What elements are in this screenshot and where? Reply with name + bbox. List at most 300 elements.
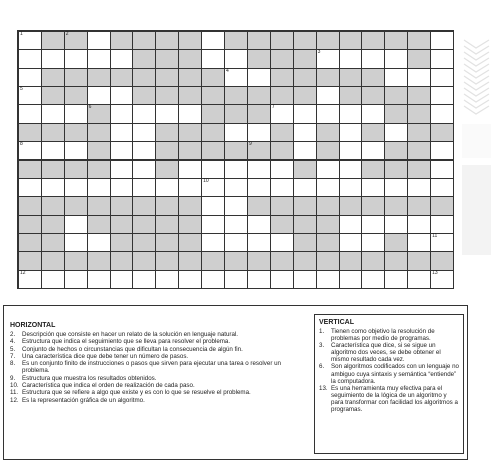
grid-cell-shaded [110,215,134,234]
grid-cell[interactable] [247,270,271,289]
grid-cell[interactable] [178,104,202,123]
grid-cell[interactable] [384,270,408,289]
grid-cell[interactable] [430,104,454,123]
grid-cell-shaded [178,86,202,105]
grid-cell-shaded [293,196,317,215]
grid-cell[interactable] [316,270,340,289]
crossword-grid [17,30,454,289]
side-panel-gray [462,165,491,255]
chevron-pattern-decoration [462,36,491,118]
grid-cell-shaded [316,31,340,50]
grid-cell[interactable] [132,270,156,289]
grid-cell[interactable] [430,178,454,197]
grid-cell[interactable] [224,123,248,142]
grid-cell-shaded [316,141,340,160]
grid-cell-shaded [155,68,179,87]
side-panel-light [462,124,491,158]
clue-text: Conjunto de hechos o circunstancias que dificultan la consecuencia de algún fin. [22,345,243,353]
grid-cell[interactable] [18,141,42,160]
grid-cell[interactable] [201,49,225,68]
grid-cell[interactable] [110,104,134,123]
grid-cell[interactable] [224,196,248,215]
clue-number: 6 [88,104,92,111]
grid-cell-shaded [178,123,202,142]
vertical-clue [319,342,459,363]
grid-cell[interactable] [293,178,317,197]
grid-cell-shaded [247,86,271,105]
grid-cell[interactable] [64,270,88,289]
grid-cell-shaded [132,68,156,87]
horizontal-clue [10,338,308,345]
grid-cell-shaded [64,196,88,215]
grid-cell-shaded [407,141,431,160]
grid-cell-shaded [18,233,42,252]
grid-cell[interactable] [110,160,134,179]
grid-cell-shaded [407,160,431,179]
grid-cell[interactable] [64,104,88,123]
grid-cell-shaded [384,160,408,179]
grid-cell-shaded [316,251,340,270]
grid-cell[interactable] [178,270,202,289]
grid-cell-shaded [384,104,408,123]
grid-cell-shaded [201,68,225,87]
grid-cell[interactable] [293,141,317,160]
grid-cell-shaded [201,141,225,160]
grid-cell[interactable] [87,31,111,50]
grid-cell-shaded [224,104,248,123]
grid-cell[interactable] [430,141,454,160]
grid-cell-shaded [361,68,385,87]
clue-text: Es un conjunto finito de instrucciones o pasos que sirven para ejecutar una tarea o resolver un problema. [22,360,281,375]
grid-cell-shaded [155,233,179,252]
grid-cell[interactable] [339,141,363,160]
grid-cell[interactable] [361,270,385,289]
grid-cell-shaded [155,160,179,179]
grid-cell-shaded [384,233,408,252]
grid-cell-shaded [430,196,454,215]
grid-cell[interactable] [132,104,156,123]
grid-cell-shaded [407,251,431,270]
clue-index: 12. [10,396,19,404]
grid-cell[interactable] [316,86,340,105]
grid-cell[interactable] [270,233,294,252]
clue-index: 5. [10,345,16,353]
grid-cell[interactable] [41,104,65,123]
clue-text: Estructura que muestra los resultados obtenidos. [22,374,157,382]
grid-cell-shaded [293,49,317,68]
clue-text: Es una herramienta muy efectiva para el seguimiento de la lógica de un algoritmo y para transformar con facilidad los algoritmos a programas. [331,384,458,414]
horizontal-clue [10,382,308,389]
grid-cell[interactable] [384,49,408,68]
grid-cell-shaded [224,141,248,160]
grid-cell[interactable] [18,68,42,87]
grid-cell-shaded [247,49,271,68]
grid-cell[interactable] [430,68,454,87]
grid-cell-shaded [178,141,202,160]
grid-cell-shaded [110,31,134,50]
grid-cell[interactable] [430,31,454,50]
grid-cell-shaded [407,86,431,105]
grid-cell-shaded [178,215,202,234]
grid-cell-shaded [87,215,111,234]
grid-cell-shaded [201,251,225,270]
grid-cell-shaded [178,233,202,252]
grid-cell-shaded [41,160,65,179]
grid-cell-shaded [132,196,156,215]
grid-cell-shaded [132,251,156,270]
clue-index: 10. [10,382,19,390]
grid-cell[interactable] [430,86,454,105]
grid-cell-shaded [155,141,179,160]
grid-cell[interactable] [41,270,65,289]
grid-cell-shaded [155,196,179,215]
grid-cell[interactable] [430,233,454,252]
grid-cell[interactable] [18,31,42,50]
grid-cell[interactable] [201,233,225,252]
grid-cell-shaded [64,123,88,142]
grid-cell[interactable] [339,160,363,179]
grid-cell[interactable] [41,178,65,197]
grid-cell[interactable] [87,178,111,197]
grid-cell-shaded [270,141,294,160]
grid-cell-shaded [361,160,385,179]
grid-cell-shaded [18,123,42,142]
grid-cell-shaded [270,251,294,270]
grid-cell-shaded [155,123,179,142]
grid-cell-shaded [293,251,317,270]
clue-text: Tienen como objetivo la resolución de problemas por medio de programas. [331,328,435,343]
grid-cell[interactable] [64,233,88,252]
grid-cell[interactable] [339,178,363,197]
clue-text: Son algoritmos codificados con un lenguaje no ambiguo cuya sintaxis y semántica “entiende” la computadora. [331,363,459,385]
grid-cell[interactable] [407,270,431,289]
grid-cell[interactable] [224,215,248,234]
clue-index: 7. [10,352,16,360]
grid-cell-shaded [247,196,271,215]
grid-cell-shaded [339,251,363,270]
grid-cell[interactable] [293,123,317,142]
grid-cell-shaded [247,31,271,50]
grid-cell-shaded [87,104,111,123]
vertical-clue-list [319,328,459,413]
grid-cell[interactable] [430,215,454,234]
horizontal-clue [10,375,308,382]
grid-cell-shaded [64,160,88,179]
grid-cell[interactable] [361,233,385,252]
grid-cell[interactable] [110,49,134,68]
clue-index: 1. [319,328,325,335]
grid-cell-shaded [361,123,385,142]
grid-cell[interactable] [87,86,111,105]
grid-cell[interactable] [18,86,42,105]
grid-cell[interactable] [270,270,294,289]
grid-cell[interactable] [247,160,271,179]
grid-cell-shaded [339,31,363,50]
horizontal-clue [10,353,308,360]
grid-cell[interactable] [247,123,271,142]
clue-number: 2 [65,31,69,37]
grid-cell-shaded [64,68,88,87]
grid-cell-shaded [87,141,111,160]
grid-cell[interactable] [110,86,134,105]
grid-cell-shaded [270,196,294,215]
grid-cell[interactable] [155,178,179,197]
clue-text: Estructura que indica el seguimiento que se lleva para resolver el problema. [22,338,231,346]
grid-cell-shaded [247,141,271,160]
grid-cell[interactable] [18,270,42,289]
grid-cell-shaded [155,86,179,105]
grid-cell-shaded [270,68,294,87]
grid-cell-shaded [64,86,88,105]
clue-index: 6. [319,363,325,371]
grid-cell-shaded [361,31,385,50]
grid-cell[interactable] [361,215,385,234]
grid-cell[interactable] [339,49,363,68]
grid-cell[interactable] [361,141,385,160]
grid-cell-shaded [293,215,317,234]
grid-cell[interactable] [384,215,408,234]
clue-index: 3. [319,342,325,350]
grid-cell[interactable] [339,270,363,289]
grid-cell-shaded [132,215,156,234]
grid-cell[interactable] [407,233,431,252]
grid-cell-shaded [87,68,111,87]
grid-cell[interactable] [41,141,65,160]
grid-cell-shaded [407,196,431,215]
grid-cell-shaded [41,233,65,252]
clue-number: 10 [203,177,209,184]
grid-cell-shaded [316,233,340,252]
grid-cell[interactable] [110,123,134,142]
grid-cell-shaded [293,31,317,50]
grid-cell[interactable] [361,178,385,197]
grid-cell[interactable] [201,196,225,215]
grid-cell-shaded [293,68,317,87]
grid-cell-shaded [132,49,156,68]
grid-cell-shaded [247,104,271,123]
grid-cell-shaded [110,196,134,215]
clue-text: Característica que dice, si se sigue un algoritmo dos veces, se debe obtener el mismo resultado cada vez. [331,342,441,364]
grid-cell-shaded [316,68,340,87]
grid-cell-shaded [270,123,294,142]
grid-cell[interactable] [201,31,225,50]
grid-cell-shaded [41,251,65,270]
clue-text: Estructura que se refiere a algo que existe y es con lo que se resuelve el problema. [22,389,251,397]
clue-index: 9. [10,374,16,382]
grid-cell-shaded [224,31,248,50]
grid-cell[interactable] [87,49,111,68]
grid-cell-shaded [64,251,88,270]
grid-cell-shaded [407,123,431,142]
grid-cell-shaded [339,68,363,87]
grid-cell-shaded [316,196,340,215]
grid-cell-shaded [407,104,431,123]
grid-cell[interactable] [361,49,385,68]
clue-index: 8. [10,360,16,368]
grid-cell[interactable] [339,123,363,142]
grid-cell-shaded [110,68,134,87]
grid-cell-shaded [270,86,294,105]
grid-cell[interactable] [64,141,88,160]
grid-cell[interactable] [270,104,294,123]
grid-cell[interactable] [18,49,42,68]
clue-number: 13 [432,269,438,276]
grid-cell[interactable] [132,178,156,197]
grid-cell-shaded [132,86,156,105]
grid-cell-shaded [224,86,248,105]
grid-cell[interactable] [110,270,134,289]
grid-cell[interactable] [132,123,156,142]
grid-cell[interactable] [247,233,271,252]
grid-cell[interactable] [155,104,179,123]
grid-cell-shaded [339,86,363,105]
clue-index: 11. [10,389,19,397]
grid-cell-shaded [270,215,294,234]
grid-cell[interactable] [201,215,225,234]
grid-cell-shaded [178,68,202,87]
vertical-heading: VERTICAL [319,319,354,326]
grid-cell-shaded [87,160,111,179]
grid-cell[interactable] [270,160,294,179]
grid-cell-shaded [18,215,42,234]
grid-cell-shaded [430,251,454,270]
grid-cell-shaded [316,215,340,234]
grid-cell-shaded [155,49,179,68]
grid-cell-shaded [247,251,271,270]
grid-cell[interactable] [316,160,340,179]
grid-cell[interactable] [339,104,363,123]
grid-cell-shaded [18,196,42,215]
grid-cell[interactable] [110,178,134,197]
grid-cell[interactable] [339,215,363,234]
grid-cell[interactable] [224,178,248,197]
grid-cell-shaded [407,31,431,50]
horizontal-clue [10,397,308,404]
grid-cell-shaded [339,196,363,215]
grid-cell-shaded [384,251,408,270]
grid-cell[interactable] [132,141,156,160]
horizontal-clue [10,331,308,338]
grid-cell[interactable] [18,104,42,123]
grid-cell[interactable] [384,178,408,197]
grid-cell[interactable] [224,160,248,179]
grid-cell[interactable] [430,160,454,179]
grid-cell[interactable] [293,104,317,123]
grid-cell[interactable] [316,104,340,123]
grid-cell-shaded [201,104,225,123]
vertical-clues [314,314,464,454]
grid-cell[interactable] [64,178,88,197]
grid-cell-shaded [110,251,134,270]
grid-cell[interactable] [316,178,340,197]
grid-cell[interactable] [361,104,385,123]
grid-cell[interactable] [224,68,248,87]
clues-panel [3,305,468,460]
grid-cell-shaded [270,49,294,68]
grid-cell-shaded [384,86,408,105]
grid-cell[interactable] [18,178,42,197]
grid-cell[interactable] [64,215,88,234]
grid-cell-shaded [41,86,65,105]
horizontal-clue [10,360,308,375]
clue-number: 11 [432,232,438,239]
clue-index: 13. [319,384,328,392]
grid-cell[interactable] [316,49,340,68]
clue-text: Es la representación gráfica de un algoritmo. [22,396,145,404]
grid-cell-shaded [178,49,202,68]
grid-cell[interactable] [247,215,271,234]
grid-cell[interactable] [247,68,271,87]
grid-cell[interactable] [132,160,156,179]
grid-cell[interactable] [407,178,431,197]
grid-cell[interactable] [384,68,408,87]
clue-text: Una característica dice que debe tener un número de pasos. [22,352,189,360]
grid-cell-shaded [110,233,134,252]
clue-number: 5 [20,86,23,93]
grid-cell-shaded [293,233,317,252]
grid-cell[interactable] [224,270,248,289]
grid-cell-shaded [178,196,202,215]
grid-cell-shaded [201,86,225,105]
grid-cell-shaded [41,196,65,215]
grid-cell[interactable] [224,233,248,252]
grid-cell-shaded [178,251,202,270]
grid-cell[interactable] [178,160,202,179]
grid-cell[interactable] [339,233,363,252]
grid-cell[interactable] [430,49,454,68]
grid-cell[interactable] [64,49,88,68]
grid-cell-shaded [87,196,111,215]
horizontal-clue-list [10,331,308,404]
grid-cell-shaded [293,86,317,105]
grid-cell-shaded [407,49,431,68]
clue-text: Característica que indica el orden de realización de cada paso. [22,382,195,390]
grid-cell[interactable] [407,215,431,234]
grid-cell[interactable] [407,68,431,87]
grid-cell[interactable] [178,178,202,197]
horizontal-clue [10,389,308,396]
grid-cell[interactable] [41,49,65,68]
grid-cell-shaded [132,233,156,252]
grid-cell-shaded [155,215,179,234]
grid-cell-shaded [132,31,156,50]
grid-cell[interactable] [201,178,225,197]
grid-cell[interactable] [430,270,454,289]
horizontal-clue [10,346,308,353]
grid-cell-shaded [41,68,65,87]
grid-cell-shaded [384,141,408,160]
grid-cell[interactable] [247,178,271,197]
grid-cell-shaded [155,31,179,50]
grid-cell[interactable] [384,123,408,142]
grid-cell[interactable] [224,49,248,68]
grid-cell[interactable] [110,141,134,160]
grid-cell-shaded [430,123,454,142]
grid-cell-shaded [293,160,317,179]
grid-cell[interactable] [87,233,111,252]
grid-cell-shaded [41,31,65,50]
grid-cell[interactable] [201,160,225,179]
grid-cell[interactable] [270,178,294,197]
grid-cell[interactable] [201,270,225,289]
vertical-clue [319,328,459,342]
grid-cell-shaded [41,215,65,234]
clue-number: 3 [317,49,321,56]
grid-cell[interactable] [293,270,317,289]
grid-cell[interactable] [155,270,179,289]
grid-cell[interactable] [87,270,111,289]
grid-cell-shaded [155,251,179,270]
